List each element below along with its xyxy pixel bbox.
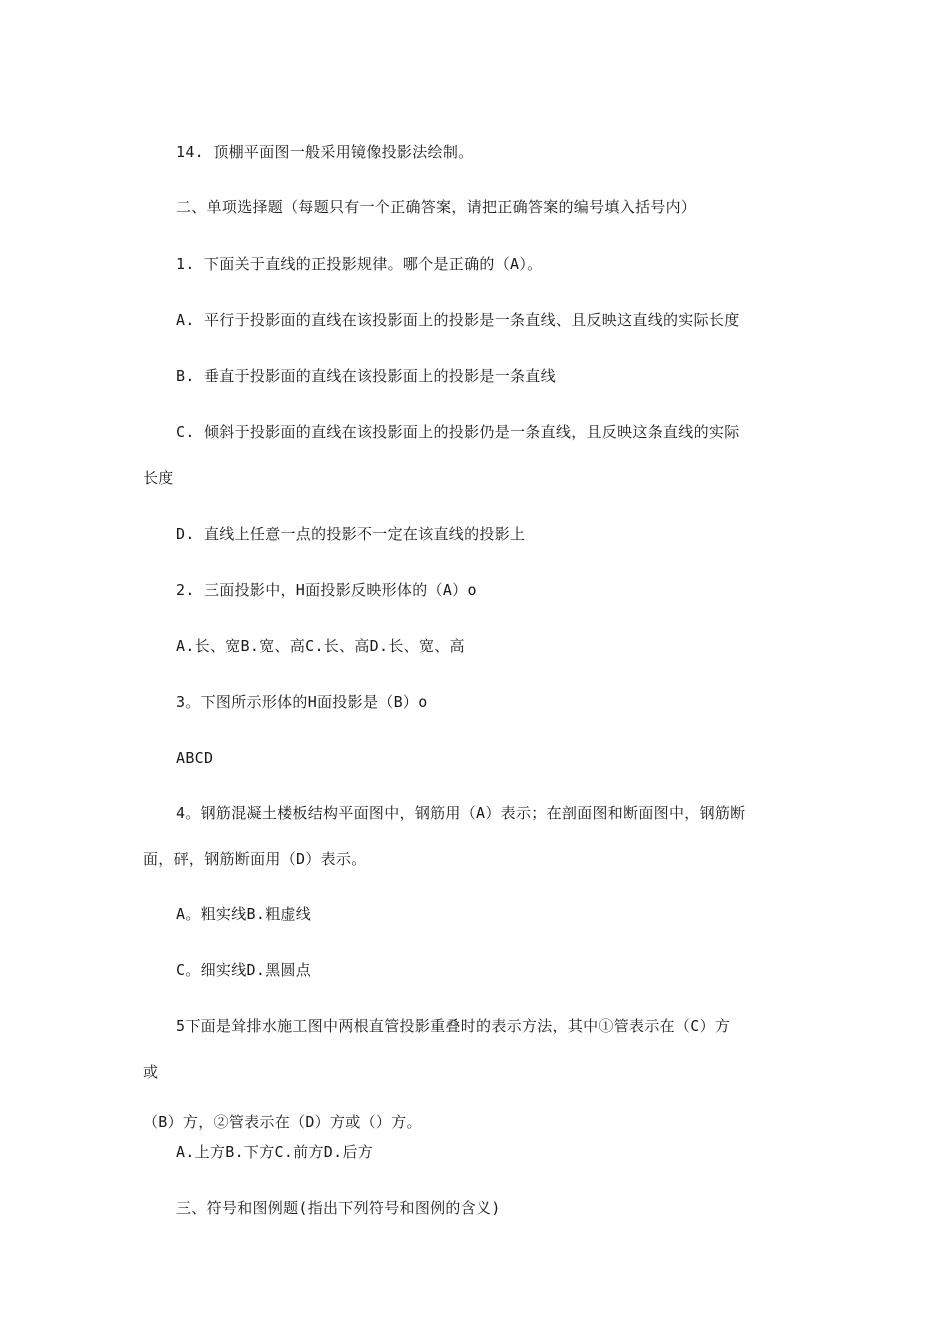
- question-1-option-d: D. 直线上任意一点的投影不一定在该直线的投影上: [176, 525, 526, 543]
- question-1-option-c: C. 倾斜于投影面的直线在该投影面上的投影仍是一条直线，且反映这条直线的实际: [176, 423, 740, 441]
- question-1-option-b: B. 垂直于投影面的直线在该投影面上的投影是一条直线: [176, 367, 556, 385]
- question-4: 4。钢筋混凝土楼板结构平面图中，钢筋用（A）表示；在剖面图和断面图中，钢筋断: [176, 804, 746, 822]
- question-5-continued-2: （B）方，②管表示在（D）方或（）方。: [143, 1113, 422, 1131]
- question-5-options: A.上方B.下方C.前方D.后方: [176, 1143, 374, 1161]
- question-1-option-c-continued: 长度: [143, 469, 174, 487]
- question-1-option-a: A. 平行于投影面的直线在该投影面上的投影是一条直线、且反映这直线的实际长度: [176, 311, 740, 329]
- section-heading-symbols: 三、符号和图例题(指出下列符号和图例的含义): [176, 1199, 501, 1217]
- question-4-options-cd: C。细实线D.黑圆点: [176, 961, 312, 979]
- question-2-options: A.长、宽B.宽、高C.长、高D.长、宽、高: [176, 637, 465, 655]
- question-3-options: ABCD: [176, 749, 214, 767]
- question-4-options-ab: A。粗实线B.粗虚线: [176, 905, 312, 923]
- section-heading-single-choice: 二、单项选择题（每题只有一个正确答案，请把正确答案的编号填入括号内）: [176, 198, 697, 216]
- question-3: 3。下图所示形体的H面投影是（B）o: [176, 693, 428, 711]
- question-5: 5下面是耸排水施工图中两根直管投影重叠时的表示方法，其中①管表示在（C）方: [176, 1017, 731, 1035]
- question-2: 2. 三面投影中，H面投影反映形体的（A）o: [176, 581, 477, 599]
- question-1: 1. 下面关于直线的正投影规律。哪个是正确的（A）。: [176, 255, 543, 273]
- question-4-continued: 面，砰，钢筋断面用（D）表示。: [143, 850, 367, 868]
- text-line-1: 14. 顶棚平面图一般采用镜像投影法绘制。: [176, 143, 474, 161]
- question-5-continued: 或: [143, 1063, 159, 1081]
